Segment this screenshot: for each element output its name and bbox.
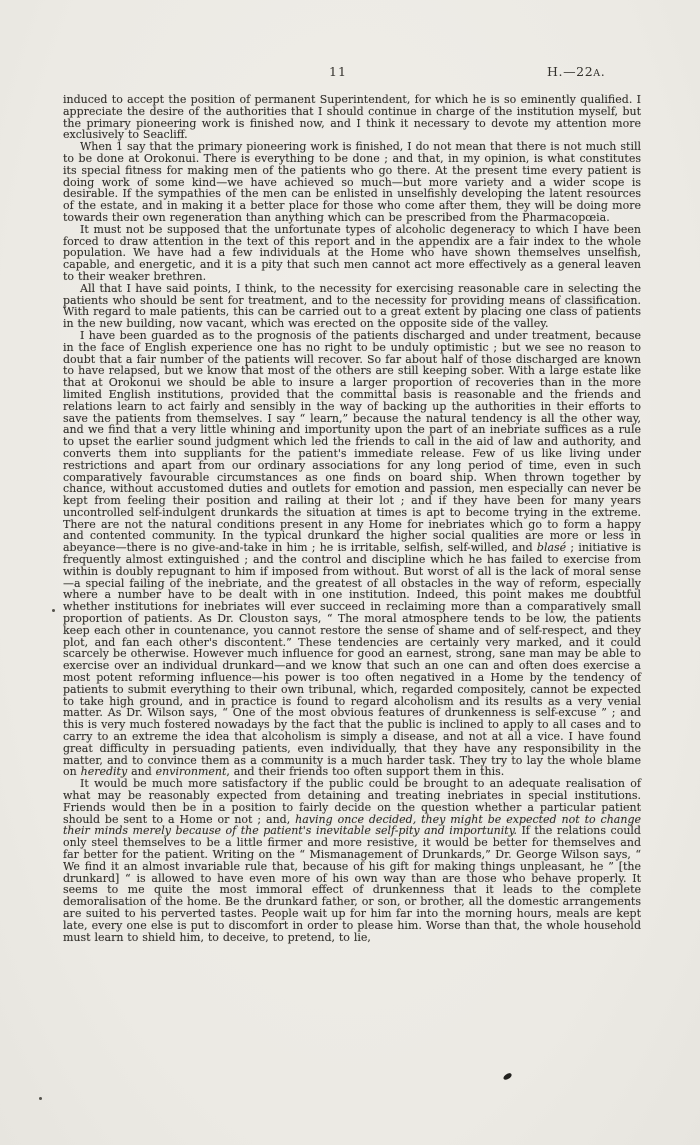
document-reference-main: H.—22: [547, 64, 594, 79]
text-run-italic: heredity: [80, 765, 128, 779]
page-number: 11: [329, 64, 347, 79]
text-run: ; initiative is frequently almost extinguished ; and the control and discipline which he has failed to exercise from within is doubly repugnant to him if imposed from without. But worst of all is the lack of moral sense—a special failing of the inebriate, and the greatest of all obstacles in the way of reform, especially where a number have to be dealt with in one institution. Indeed, this point makes me doubtful whether institutions for inebriates will ever succeed in reclaiming more than a comparatively small proportion of patients. As Dr. Clouston says, “ The moral atmosphere tends to be low, the patients keep each other in countenance, you cannot restore the sense of shame and of self-respect, and they plot, and fan each other's discontent.” These tendencies are certainly very marked, and it could scarcely be otherwise. However much influence for good an earnest, strong, sane man may be able to exercise over an individual drunkard—and we know that such an one can and often does exercise a most potent reforming influence—his power is too often negatived in a Home by the tendency of patients to submit everything to their own tribunal, which, regarded compositely, cannot be expected to take high ground, and in practice is found to regard alcoholism and its results as a very venial matter. As Dr. Wilson says, “ One of the most obvious features of drunkenness is self-excuse ” ; and this is very much fostered nowadays by the fact that the public is inclined to apply to all cases and to carry to an extreme the idea that alcoholism is simply a disease, and not at all a vice. I have found great difficulty in persuading patients, even individually, that they have any responsibility in the matter, and to convince them as a community is a much harder task. They try to lay the whole blame on: [63, 541, 641, 779]
paragraph: [63, 141, 641, 224]
ink-blot-mark: [502, 1072, 512, 1081]
text-run: When 1 say that the primary pioneering work is finished, I do not mean that there is not much still to be done at Orokonui. There is everything to be done ; and that, in my opinion, is what constitutes its special fitness for making men of the patients who go there. At the present time every patient is doing work of some kind—we have achieved so much—but more variety and a wider scope is desirable. If the sympathies of the men can be enlisted in unselfishly developing the latent resources of the estate, and in making it a better place for those who come after them, they will be doing more towards their own regeneration than anything which can be prescribed from the Pharmacopœia.: [63, 140, 641, 224]
paper-speck: [39, 1097, 42, 1100]
document-reference-smallcap: A: [593, 68, 601, 79]
text-run: induced to accept the position of permanent Superintendent, for which he is so eminently qualified. I appreciate the desire of the authorities that I should continue in charge of the institution myself, but the primary pioneering work is finished now, and I think it necessary to devote my attention more exclusively to Seacliff.: [63, 93, 641, 142]
text-run-italic: environment: [155, 765, 227, 779]
paragraph: [63, 224, 641, 283]
document-reference: [547, 64, 605, 79]
paragraph: [63, 330, 641, 778]
text-run: If the relations could only steel themselves to be a little firmer and more resistive, it would be better for themselves and far better for the patient. Writing on the “ Mismanagement of Drunkards,” Dr. George Wilson says, “ We find it an almost invariable rule that, because of his gift for making things unpleasant, he ” [the drunkard] “ is allowed to have even more of his own way than are those who behave properly. It seems to me quite the most immoral effect of drunkenness that it leads to the complete demoralisation of the home. Be the drunkard father, or son, or brother, all the domestic arrangements are suited to his perverted tastes. People wait up for him far into the morning hours, meals are kept late, every one else is put to discomfort in order to please him. Worse than that, the whole household must learn to shield him, to deceive, to pretend, to lie,: [63, 824, 641, 944]
text-run: It must not be supposed that the unfortunate types of alcoholic degeneracy to which I have been forced to draw attention in the text of this report and in the appendix are a fair index to the whole population. We have had a few individuals at the Home who have shown themselves unselfish, capable, and energetic, and it is a pity that such men cannot act more effectively as a general leaven to their weaker brethren.: [63, 222, 641, 283]
text-run: and: [127, 765, 156, 779]
text-run: It would be much more satisfactory if the public could be brought to an adequate realisation of what may be reasonably expected from detaining and treating inebriates in special institutions. Friends would then be in a position to fairly decide on the question whether a particular patient should be sent to a Home or not ; and,: [63, 777, 641, 826]
page-body: [63, 94, 641, 943]
text-run: I have been guarded as to the prognosis of the patients discharged and under treatment, because in the face of English experience one has no right to be unduly optimistic ; but we see no reason to doubt that a fair number of the patients will recover. So far about half of those discharged are known to have relapsed, but we know that most of the others are still keeping sober. With a large estate like that at Orokonui we should be able to insure a larger proportion of recoveries than in the more limited English institutions, provided that the committal basis is reasonable and the friends and relations learn to act fairly and sensibly in the way of backing up the authorities in their efforts to save the patients from themselves. I say “ learn,” because the natural tendency is all the other way, and we find that a very little whining and importunity upon the part of an inebriate suffices as a rule to upset the earlier sound judgment which led the friends to call in the aid of law and authority, and converts them into suppliants for the patient's immediate release. Few of us like living under restrictions and apart from our ordinary associations for any long period of time, even in such comparatively favourable circumstances as one finds on board ship. When thrown together by chance, without accustomed duties and outlets for emotion and passion, men especially can never be kept from feeling their position and railing at their lot ; and if they have been for many years uncontrolled self-indulgent drunkards the situation at times is apt to become trying in the extreme. There are not the natural conditions present in any Home for inebriates which go to form a happy and contented community. In the typical drunkard the higher social qualities are more or less in abeyance—there is no give-and-take in him ; he is irritable, selfish, self-willed, and: [63, 328, 641, 555]
text-run-italic: blasé: [536, 541, 567, 555]
paragraph: [63, 283, 641, 330]
document-reference-period: .: [600, 64, 606, 79]
text-run: , and their friends too often support them in this.: [226, 765, 505, 779]
text-run: All that I have said points, I think, to the necessity for exercising reasonable care in selecting the patients who should be sent for treatment, and to the necessity for providing means of classification. With regard to male patients, this can be carried out to a great extent by placing one class of patients in the new building, now vacant, which was erected on the opposite side of the valley.: [63, 281, 641, 331]
paragraph: [63, 778, 641, 943]
paragraph: [63, 94, 641, 141]
paper-speck: [52, 609, 55, 612]
text-run-italic: having once decided, they might be expected not to change their minds merely because of the patient's inevitable self-pity and importunity.: [63, 812, 641, 838]
